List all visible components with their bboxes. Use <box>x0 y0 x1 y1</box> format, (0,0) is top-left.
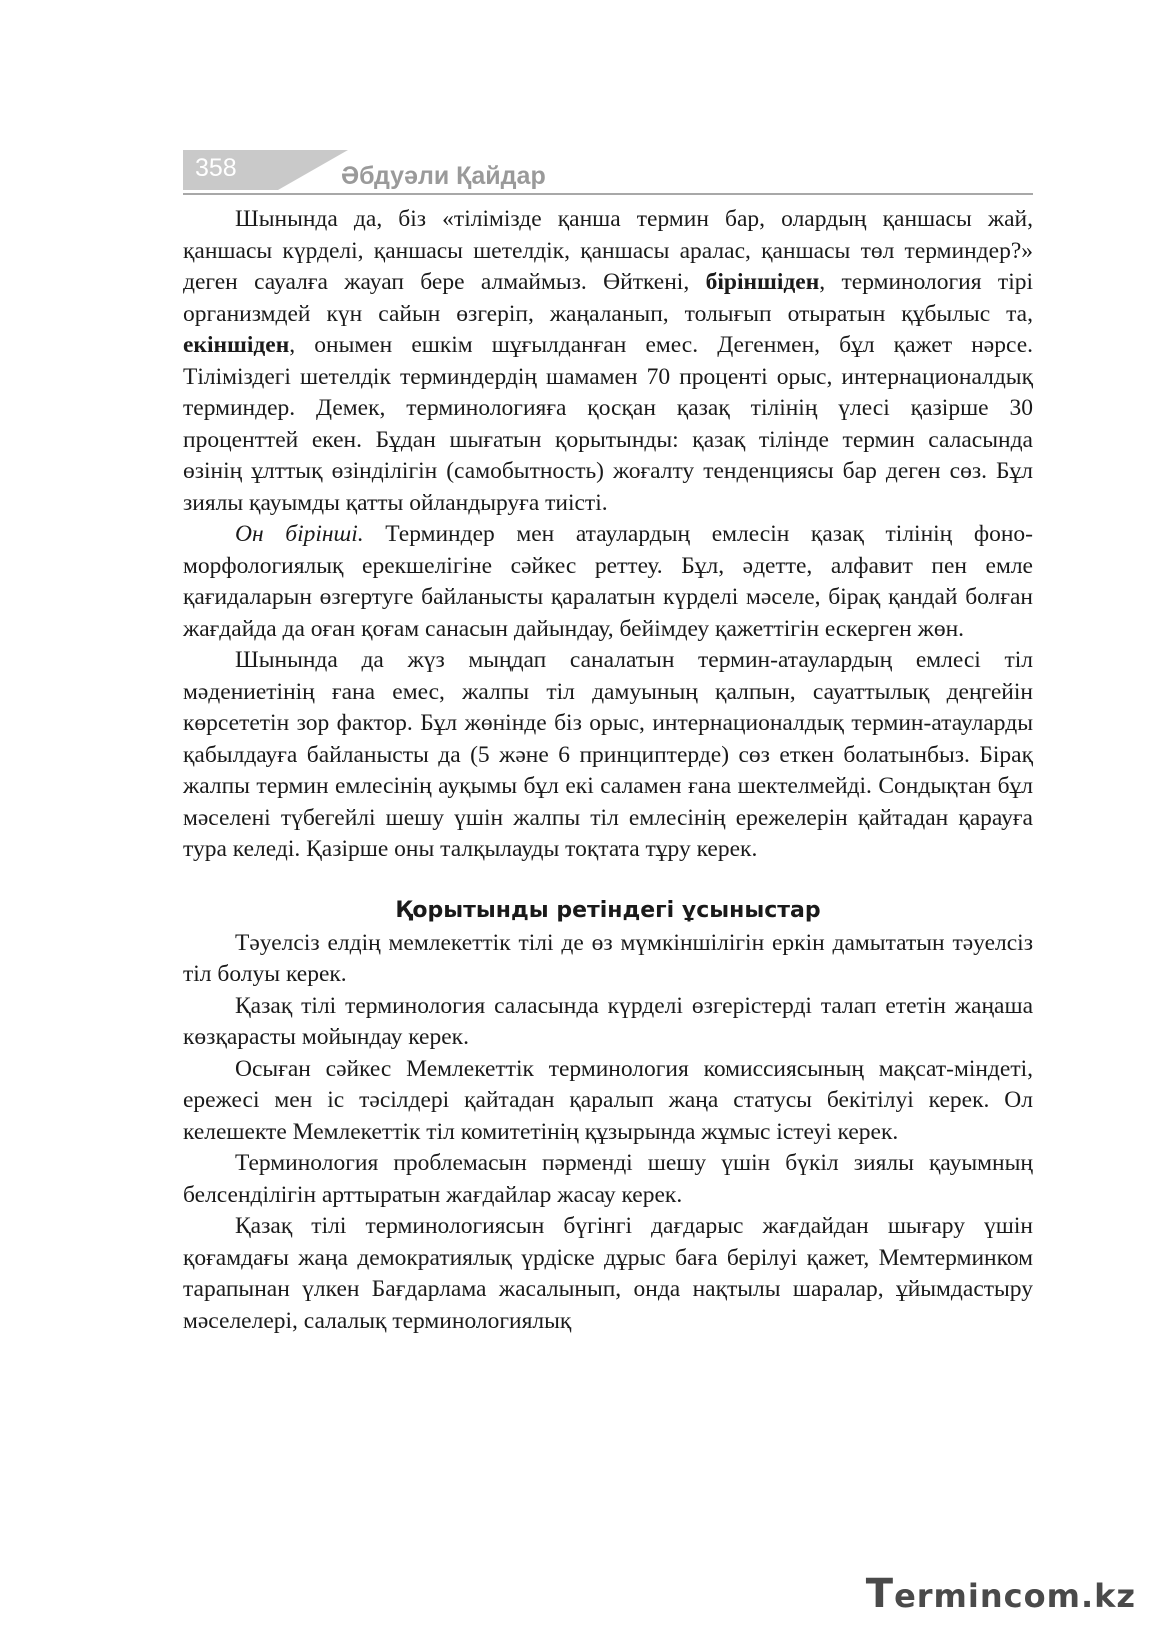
recommendation-paragraph: Тәуелсіз елдің мемлекеттік тілі де өз мүмкіншілігін еркін дамытатын тәуелсіз тіл болуы керек. <box>183 929 1033 987</box>
paragraph-text: , терминология тірі организмдей күн сайын өзгеріп, жаңаланып, толығып отыратын құбылыс та, <box>183 269 1033 327</box>
paragraph-text: , онымен ешкім шұғылданған емес. Дегенмен, бұл қажет нәрсе. Тіліміздегі шетелдік терминдердің шамамен 70 проценті орыс, интернационалдық терминдер. Демек, терминологияға қосқан қазақ тілінің үлесі қазірше 30 проценттей екен. Бұдан шығатын қорытынды: қазақ тілінде термин саласында өзінің ұлттық өзінділігін (самобытность) жоғалту тенденциясы бар деген сөз. Бұл зиялы қауымды қатты ойландыруға тиісті. <box>183 332 1033 516</box>
page-number-tab <box>183 150 278 190</box>
recommendation-paragraph: Осыған сәйкес Мемлекеттік терминология комиссиясының мақсат-міндеті, ережесі мен іс тәсілдері қайтадан қаралып жаңа статусы бекітілуі керек. Ол келешекте Мемлекеттік тіл комитетінің құзырында жұмыс істеуі керек. <box>183 1055 1033 1145</box>
header-rule <box>183 193 1033 195</box>
body-paragraph <box>183 519 1033 645</box>
watermark-text: ermincom.kz <box>894 1577 1136 1615</box>
bold-term: біріншіден <box>705 269 820 295</box>
watermark-initial: T <box>865 1571 895 1617</box>
paragraph-text: Терминдер мен атаулардың емлесін қазақ тілінің фоно-морфологиялық ерекшелігіне сәйкес реттеу. Бұл, әдетте, алфавит пен емле қағидаларын өзгертуге байланысты қаралатын күрделі мәселе, бірақ қандай болған жағдайда да оған қоғам санасын дайындау, бейімдеу қажеттігін ескерген жөн. <box>183 521 1034 642</box>
page-header <box>183 150 1033 196</box>
running-title: Әбдуәли Қайдар <box>341 162 546 190</box>
recommendation-paragraph: Қазақ тілі терминологиясын бүгінгі дағдарыс жағдайдан шығару үшін қоғамдағы жаңа демократиялық үрдіске дұрыс баға берілуі қажет, Мемтерминком тарапынан үлкен Бағдарлама жасалынып, онда нақтылы шаралар, ұйымдастыру мәселелері, салалық терминологиялық <box>183 1213 1033 1334</box>
section-heading: Қорытынды ретіндегі ұсыныстар <box>395 897 821 923</box>
italic-lead: Он бірінші. <box>235 521 364 547</box>
page-tab-wedge <box>278 150 348 190</box>
body-paragraph: Шынында да жүз мыңдап саналатын термин-атаулардың емлесі тіл мәдениетінің ғана емес, жалпы тіл дамуының қалпын, сауаттылық деңгейін көрсететін зор фактор. Бұл жөнінде біз орыс, интернационалдық термин-атауларды қабылдауға байланысты да (5 және 6 принциптерде) сөз еткен болатынбыз. Бірақ жалпы термин емлесінің ауқымы бұл екі саламен ғана шектелмейді. Сондықтан бұл мәселені түбегейлі шешу үшін жалпы тіл емлесінің ережелерін қайтадан қарауға тура келеді. Қазірше оны талқылауды тоқтата тұру керек. <box>183 647 1033 862</box>
recommendation-paragraph: Қазақ тілі терминология саласында күрделі өзгерістерді талап ететін жаңаша көзқарасты мойындау керек. <box>183 992 1033 1050</box>
page-body <box>183 204 1033 1337</box>
site-watermark <box>866 1571 1136 1617</box>
body-paragraph <box>183 204 1033 519</box>
recommendation-paragraph: Терминология проблемасын пәрменді шешу үшін бүкіл зиялы қауымның белсенділігін арттыратын жағдайлар жасау керек. <box>183 1150 1033 1208</box>
page-number: 358 <box>195 154 237 182</box>
paragraph-text: Шынында да, біз «тілімізде қанша термин бар, олардың қаншасы жай, қаншасы күрделі, қаншасы шетелдік, қаншасы аралас, қаншасы төл терминдер?» деген сауалға жауап бере алмаймыз. Өйткені, <box>183 206 1033 295</box>
bold-term: екіншіден <box>183 332 290 358</box>
